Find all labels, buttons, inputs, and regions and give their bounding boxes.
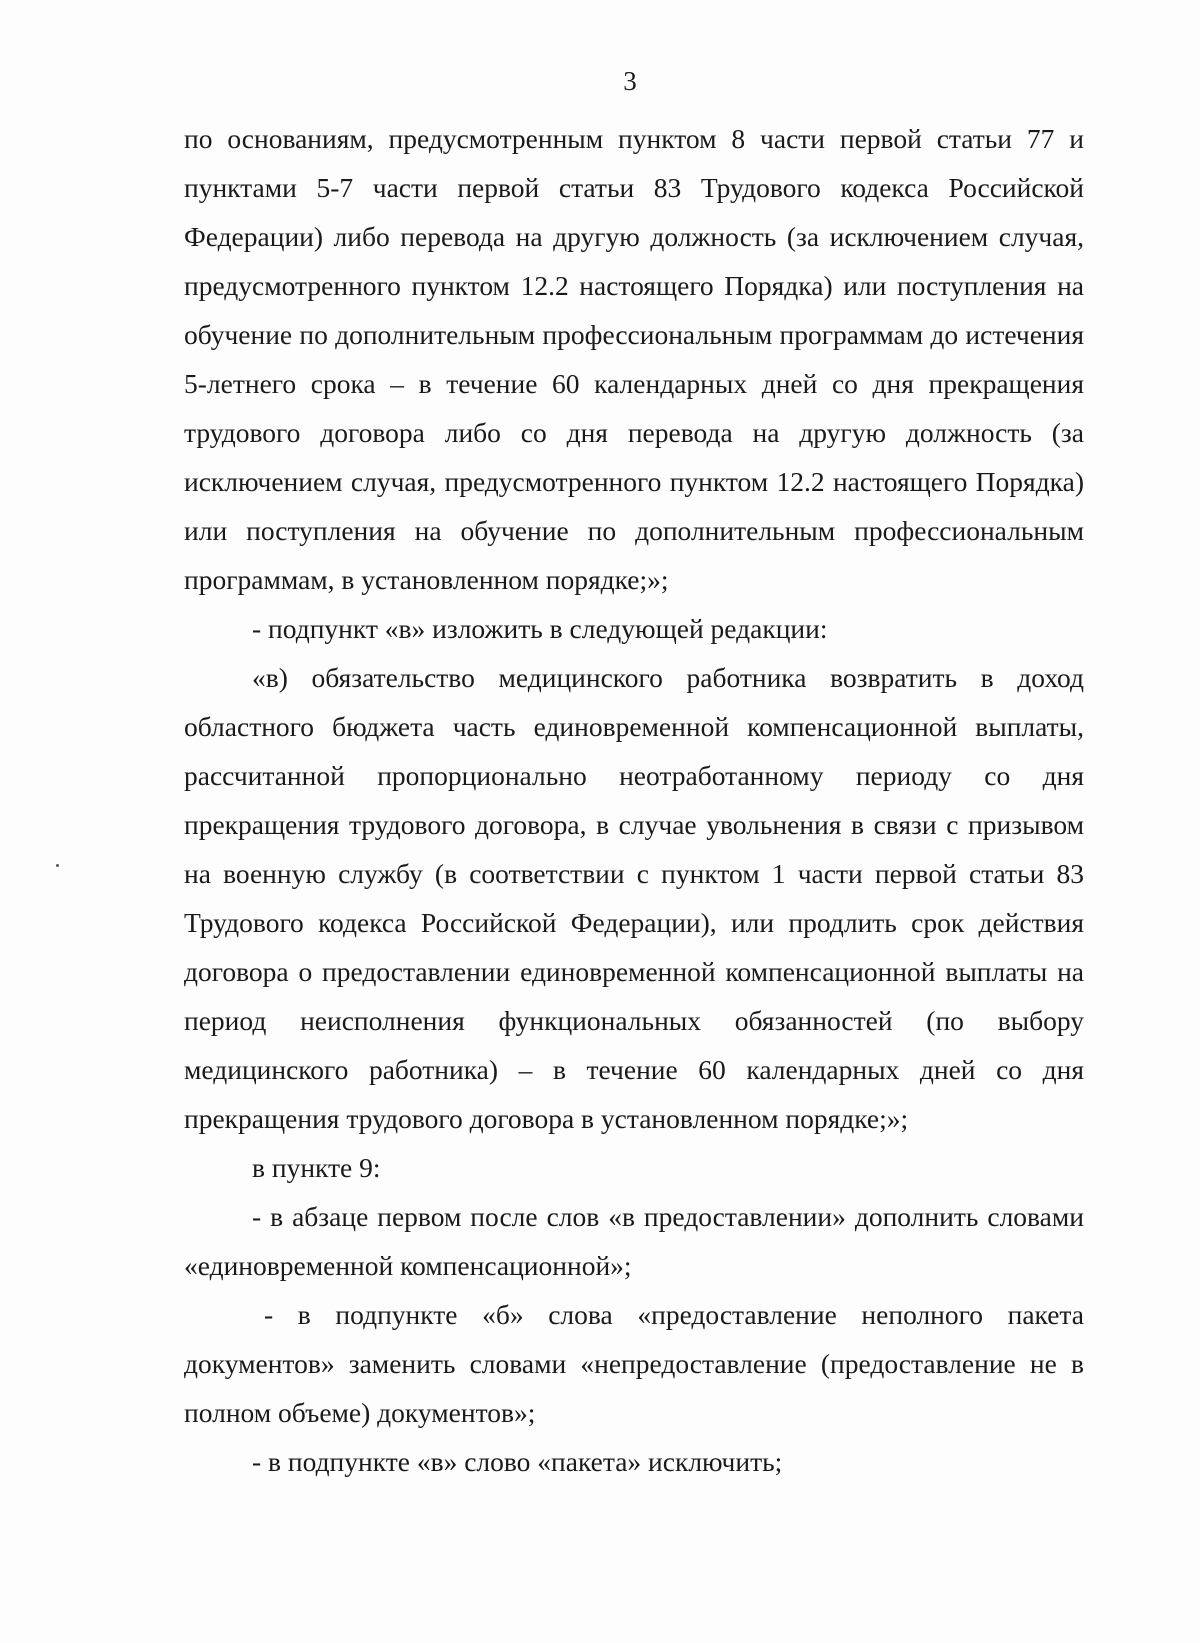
paragraph-continuation: по основаниям, предусмотренным пунктом 8 части первой статьи 77 и пунктами 5-7 части первой статьи 83 Трудового кодекса Российской Федерации) либо перевода на другую должность (за исключением случая, предусмотренного пунктом 12.2 настоящего Порядка) или поступления на обучение по дополнительным профессиональным программам до истечения 5-летнего срока – в течение 60 календарных дней со дня прекращения трудового договора либо со дня перевода на другую должность (за исключением случая, предусмотренного пунктом 12.2 настоящего Порядка) или поступления на обучение по дополнительным профессиональным программам, в установленном порядке;»; (184, 123, 1084, 595)
scan-speck (56, 864, 59, 867)
paragraph-item-9-heading: в пункте 9: (252, 1152, 381, 1183)
document-body (184, 114, 1084, 1486)
paragraph-item-9-first-abzac: - в абзаце первом после слов «в предоставлении» дополнить словами «единовременной компенсационной»; (184, 1201, 1084, 1281)
paragraph-subitem-v-text: «в) обязательство медицинского работника возвратить в доход областного бюджета часть единовременной компенсационной выплаты, рассчитанной пропорционально неотработанному периоду со дня прекращения трудового договора, в случае увольнения в связи с призывом на военную службу (в соответствии с пунктом 1 части первой статьи 83 Трудового кодекса Российской Федерации), или продлить срок действия договора о предоставлении единовременной компенсационной выплаты на период неисполнения функциональных обязанностей (по выбору медицинского работника) – в течение 60 календарных дней со дня прекращения трудового договора в установленном порядке;»; (184, 662, 1084, 1134)
page-number: 3 (623, 66, 637, 96)
paragraph-subitem-v-instruction: - подпункт «в» изложить в следующей редакции: (252, 613, 828, 644)
paragraph-item-9-subitem-v: - в подпункте «в» слово «пакета» исключить; (252, 1446, 783, 1477)
paragraph-item-9-subitem-b: - в подпункте «б» слова «предоставление неполного пакета документов» заменить словами «непредоставление (предоставление не в полном объеме) документов»; (184, 1299, 1084, 1428)
